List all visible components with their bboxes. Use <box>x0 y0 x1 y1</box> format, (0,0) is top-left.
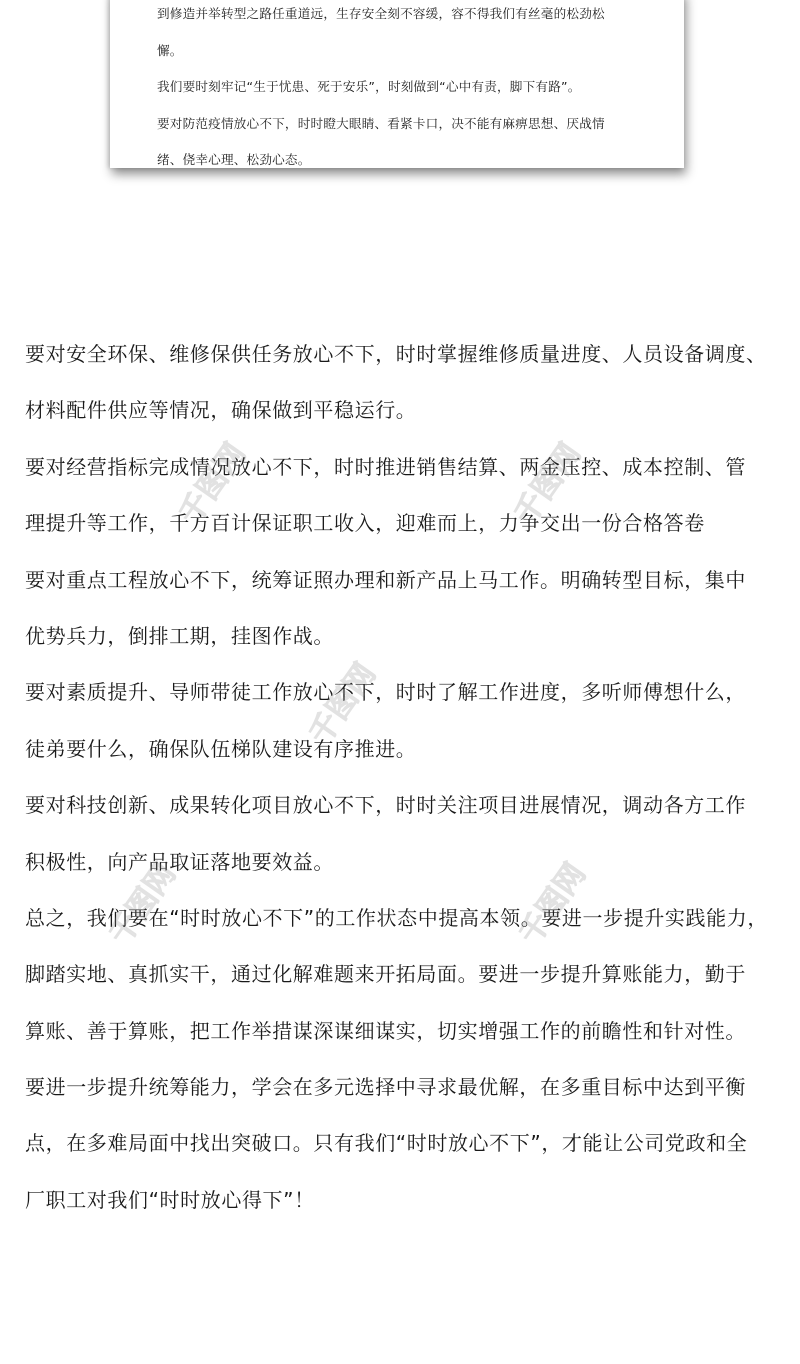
watermark: 千图网 <box>507 437 589 531</box>
excerpt-line: 绪、侥幸心理、松劲心态。 <box>157 152 311 167</box>
watermark: 千图网 <box>102 857 184 951</box>
paragraph-line: 要对重点工程放心不下，统筹证照办理和新产品上马工作。明确转型目标，集中 <box>25 567 746 592</box>
watermark: 千图网 <box>302 657 384 751</box>
paragraph-line: 优势兵力，倒排工期，挂图作战。 <box>25 623 334 648</box>
paragraph-line: 徒弟要什么，确保队伍梯队建设有序推进。 <box>25 736 417 761</box>
paragraph-line: 要对素质提升、导师带徒工作放心不下，时时了解工作进度，多听师傅想什么， <box>25 680 746 705</box>
paragraph-line: 厂职工对我们“时时放心得下”！ <box>25 1187 315 1212</box>
watermark: 千图网 <box>172 437 254 531</box>
paragraph-line: 总之，我们要在“时时放心不下”的工作状态中提高本领。要进一步提升实践能力， <box>25 905 768 930</box>
paragraph-line: 理提升等工作，千方百计保证职工收入，迎难而上，力争交出一份合格答卷 <box>25 511 705 536</box>
paragraph-line: 点，在多难局面中找出突破口。只有我们“时时放心不下”，才能让公司党政和全 <box>25 1131 748 1156</box>
paragraph-line: 要对经营指标完成情况放心不下，时时推进销售结算、两金压控、成本控制、管 <box>25 454 746 479</box>
paragraph-line: 材料配件供应等情况，确保做到平稳运行。 <box>25 398 417 423</box>
excerpt-text <box>157 0 667 168</box>
paragraph-line: 要进一步提升统筹能力，学会在多元选择中寻求最优解，在多重目标中达到平衡 <box>25 1075 746 1100</box>
excerpt-line: 要对防范疫情放心不下，时时瞪大眼睛、看紧卡口，决不能有麻痹思想、厌战情 <box>157 115 605 131</box>
paragraph-line: 积极性，向产品取证落地要效益。 <box>25 849 334 874</box>
paragraph-line: 算账、善于算账，把工作举措谋深谋细谋实，切实增强工作的前瞻性和针对性。 <box>25 1018 746 1043</box>
watermark: 千图网 <box>512 857 594 951</box>
paragraph-line: 要对安全环保、维修保供任务放心不下，时时掌握维修质量进度、人员设备调度、 <box>25 342 767 366</box>
excerpt-line: 懈。 <box>157 42 183 58</box>
document-excerpt-card <box>110 0 684 168</box>
excerpt-line: 到修造并举转型之路任重道远，生存安全刻不容缓，容不得我们有丝毫的松劲松 <box>157 6 605 21</box>
paragraph-line: 脚踏实地、真抓实干，通过化解难题来开拓局面。要进一步提升算账能力，勤于 <box>25 962 746 987</box>
paragraph-line: 要对科技创新、成果转化项目放心不下，时时关注项目进展情况，调动各方工作 <box>25 793 746 818</box>
body-text <box>25 326 785 1228</box>
excerpt-line: 我们要时刻牢记“生于忧患、死于安乐”，时刻做到“心中有责，脚下有路”。 <box>157 79 581 94</box>
